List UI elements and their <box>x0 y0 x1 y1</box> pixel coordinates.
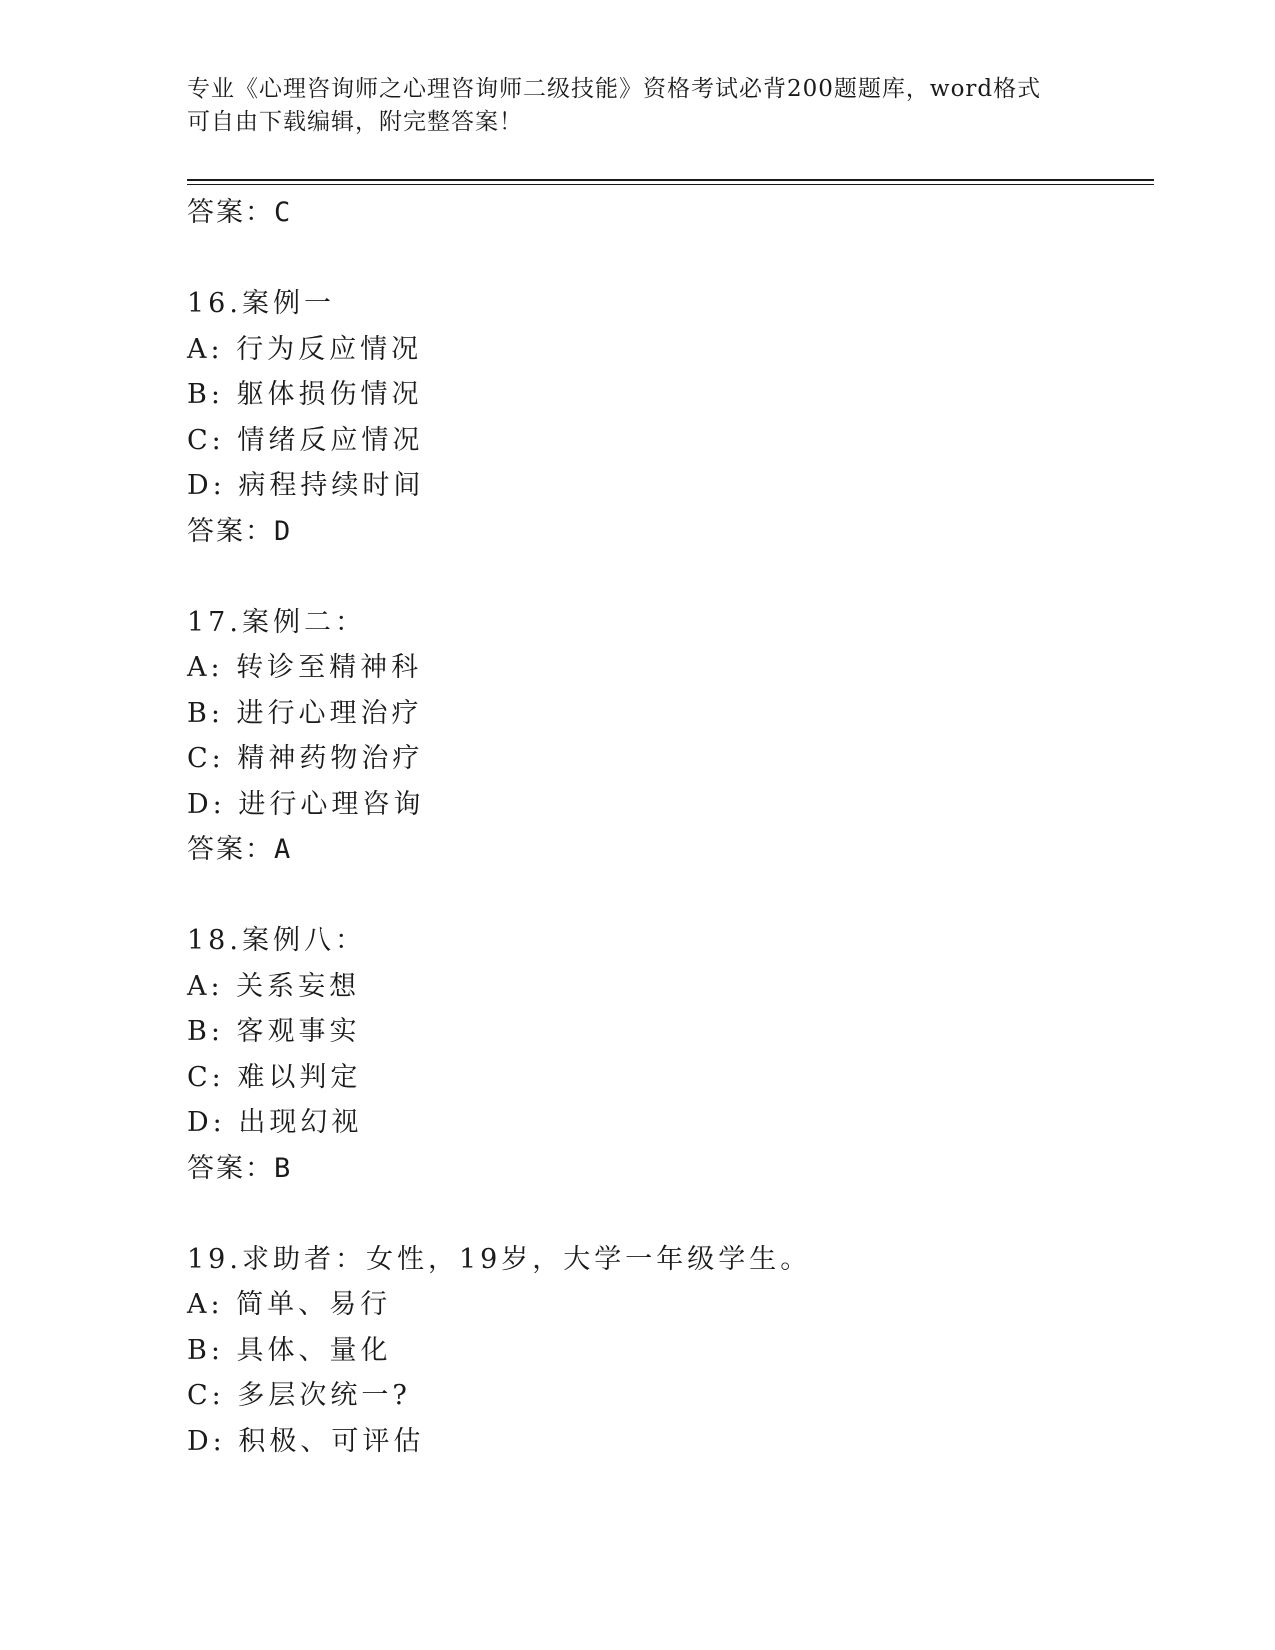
answer-key: C <box>274 197 293 228</box>
question-list <box>187 190 1147 1464</box>
option-a: A: 转诊至精神科 <box>187 652 423 683</box>
option-c: C: 情绪反应情况 <box>187 424 424 456</box>
question-block <box>187 1237 1147 1465</box>
question-stem: 16.案例一 <box>187 288 335 319</box>
option-b: B: 进行心理治疗 <box>187 697 423 729</box>
option-d: D: 出现幻视 <box>187 1107 363 1138</box>
question-stem: 19.求助者：女性，19岁，大学一年级学生。 <box>187 1243 812 1275</box>
document-header <box>187 73 1087 139</box>
option-d: D: 积极、可评估 <box>187 1425 425 1457</box>
spacer <box>187 1191 1147 1237</box>
header-divider-thin <box>187 184 1154 185</box>
header-line-2: 可自由下载编辑，附完整答案！ <box>187 109 523 135</box>
option-b: B: 躯体损伤情况 <box>187 379 423 410</box>
option-c: C: 精神药物治疗 <box>187 743 424 774</box>
spacer <box>187 236 1147 282</box>
answer-key: D <box>274 515 293 547</box>
answer-label: 答案： <box>187 1152 274 1184</box>
question-block <box>187 918 1147 1191</box>
spacer <box>187 554 1147 600</box>
option-b: B: 客观事实 <box>187 1016 361 1047</box>
question-stem: 17.案例二： <box>187 606 366 638</box>
header-line-1: 专业《心理咨询师之心理咨询师二级技能》资格考试必背200题题库，word格式 <box>187 76 1042 102</box>
answer-line <box>187 190 1147 236</box>
answer-label: 答案： <box>187 834 274 865</box>
answer-key: B <box>274 1152 293 1184</box>
option-b: B: 具体、量化 <box>187 1334 392 1366</box>
spacer <box>187 873 1147 919</box>
option-a: A: 关系妄想 <box>187 970 361 1002</box>
answer-line <box>187 509 1147 555</box>
question-block <box>187 281 1147 554</box>
answer-label: 答案： <box>187 197 274 228</box>
option-d: D: 病程持续时间 <box>187 470 425 501</box>
option-c: C: 难以判定 <box>187 1061 362 1093</box>
option-c: C: 多层次统一? <box>187 1380 411 1411</box>
answer-line <box>187 1146 1147 1192</box>
option-d: D: 进行心理咨询 <box>187 788 425 820</box>
question-block <box>187 600 1147 873</box>
option-a: A: 简单、易行 <box>187 1289 392 1320</box>
question-stem: 18.案例八： <box>187 925 366 956</box>
answer-label: 答案： <box>187 515 274 547</box>
answer-key: A <box>274 834 293 865</box>
answer-line <box>187 827 1147 873</box>
header-divider-thick <box>187 179 1154 181</box>
option-a: A: 行为反应情况 <box>187 333 423 365</box>
